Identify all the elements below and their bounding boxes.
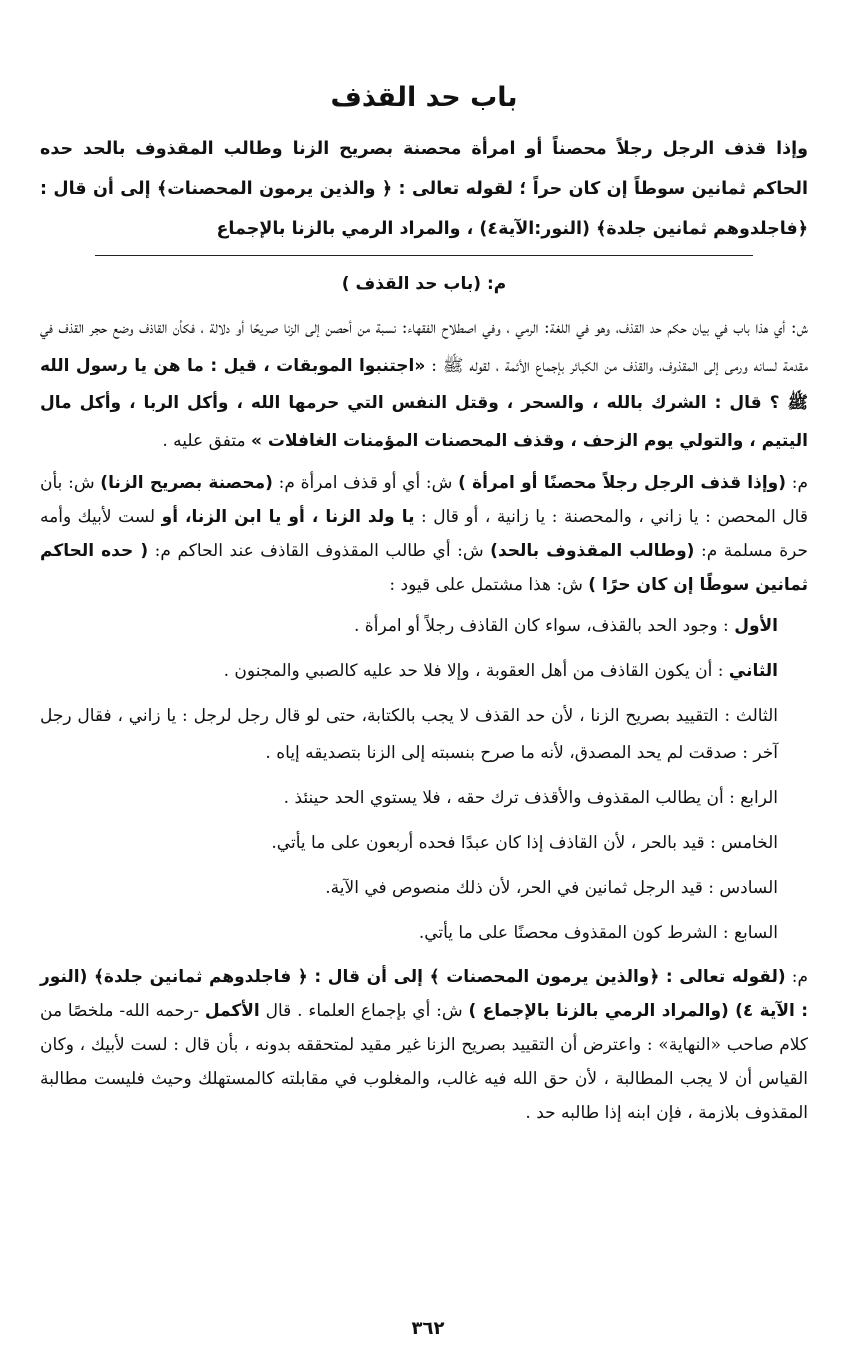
condition-label: الثالث (735, 706, 778, 727)
hadith-source: متفق عليه . (162, 430, 246, 451)
condition-label: السابع (733, 923, 778, 944)
condition-fifth (40, 825, 808, 862)
gloss-quote: (وطالب المقذوف بالحد) (490, 541, 695, 562)
condition-label: الثاني (728, 661, 778, 682)
definition-text: ش: أي هذا باب في بيان حكم حد القذف، وهو في اللغة: الرمي ، وفي اصطلاح الفقهاء: نسبة من أحصن إلى الزنا صريحًا أو دلالة ، فكأن القاذف وضع حجر القذف في مقدمة لسانه ورمى إلى المقذوف، والقذف من الكبائر بإجماع الأئمة ، لقوله ﷺ : (40, 318, 809, 376)
condition-text: : قيد بالحر ، لأن القاذف إذا كان عبدًا فحده أربعون على ما يأتي. (271, 833, 722, 854)
separator-rule (95, 255, 753, 256)
condition-first (40, 608, 808, 645)
commentary-paragraph-definition (40, 310, 808, 460)
gloss-text: لست لأبيك وأمه حرة مسلمة م: (40, 507, 809, 562)
condition-second (40, 653, 808, 690)
condition-seventh (40, 915, 808, 952)
condition-text: : قيد الرجل ثمانين في الحر، لأن ذلك منصوص في الآية. (325, 878, 720, 899)
gloss-quote: (محصنة بصريح الزنا) (100, 473, 273, 494)
condition-fourth (40, 780, 808, 817)
condition-text: : أن يطالب المقذوف والأقذف ترك حقه ، فلا يستوي الحد حينئذ . (283, 788, 741, 809)
page-number: ٣٦٢ (411, 1318, 445, 1339)
gloss-text: ش: أي طالب المقذوف القاذف عند الحاكم م: (148, 541, 491, 562)
gloss-text: ش: بأن قال المحصن : يا زاني ، والمحصنة : يا زانية ، أو قال : (40, 473, 808, 528)
gloss-quote: (وإذا قذف الرجل رجلاً محصنًا أو امرأة ) (458, 473, 787, 494)
condition-sixth (40, 870, 808, 907)
condition-text: : أن يكون القاذف من أهل العقوبة ، وإلا فلا حد عليه كالصبي والمجنون . (223, 661, 729, 682)
verse-gloss: -رحمه الله- ملخصًا من كلام صاحب «النهاية» : واعترض أن التقييد بصريح الزنا غير مقيد لمتحققه بدونه ، بأن قال : لست لأبيك ، وكان القياس أن لا يجب المطالبة ، لأن حق الله فيه غالب، والمغلوب في مقابلته كالمستهلك وحيث فليست مطالبة المقذوف بلازمة ، فإن ابنه إذا طالبه حد . (40, 1001, 808, 1124)
condition-third (40, 698, 808, 772)
gloss-quote: يا ولد الزنا ، أو يا ابن الزنا، أو (161, 507, 415, 528)
gloss-quote: ( حده الحاكم ثمانين سوطًا إن كان حرًا ) (40, 541, 808, 596)
condition-text: : وجود الحد بالقذف، سواء كان القاذف رجلاً أو امرأة . (354, 616, 735, 637)
condition-text: : الشرط كون المقذوف محصنًا على ما يأتي. (418, 923, 734, 944)
hadith-text: «اجتنبوا الموبقات ، قيل : ما هن يا رسول الله ﷺ ؟ قال : الشرك بالله ، والسحر ، وقتل النفس التي حرمها الله ، وأكل الربا ، وأكل مال اليتيم ، والتولي يوم الزحف ، وقذف المحصنات المؤمنات الغافلات » (40, 355, 808, 451)
commentary-paragraph-verse (40, 960, 808, 1130)
condition-text: : التقييد بصريح الزنا ، لأن حد القذف لا يجب بالكتابة، حتى لو قال رجل لرجل : يا زاني ، فقال رجل آخر : صدقت لم يحد المصدق، لأنه ما صرح بنسبته إلى الزنا بتصديقه إياه . (40, 706, 778, 764)
commentary-paragraph-matn-gloss (40, 466, 808, 602)
gloss-marker: م: (786, 473, 808, 494)
author-name: الأكمل (204, 1001, 260, 1022)
condition-label: الرابع (740, 788, 778, 809)
verse-marker: م: (785, 967, 808, 988)
chapter-title: باب حد القذف (330, 82, 518, 113)
verse-gloss: ش: أي بإجماع العلماء . قال (259, 1001, 469, 1022)
condition-label: الخامس (721, 833, 778, 854)
gloss-text: ش: أي أو قذف امرأة م: (272, 473, 459, 494)
condition-label: الأول (734, 616, 778, 637)
gloss-text: ش: هذا مشتمل على قيود : (389, 575, 589, 596)
commentary-heading: م: (باب حد القذف ) (341, 274, 507, 295)
verse-quote: (لقوله تعالى : ﴿والذين يرمون المحصنات ﴾ إلى أن قال : ﴿ فاجلدوهم ثمانين جلدة﴾ (النور : الآية ٤) (والمراد الرمي بالزنا بالإجماع ) (40, 967, 808, 1022)
condition-label: السادس (719, 878, 778, 899)
matn-text: وإذا قذف الرجل رجلاً محصناً أو امرأة محصنة بصريح الزنا وطالب المقذوف بالحد حده الحاكم ثمانين سوطاً إن كان حراً ؛ لقوله تعالى : ﴿ والذين يرمون المحصنات﴾ إلى أن قال : ﴿فاجلدوهم ثمانين جلدة﴾ (النور:الآية٤) ، والمراد الرمي بالزنا بالإجماع (40, 139, 808, 240)
